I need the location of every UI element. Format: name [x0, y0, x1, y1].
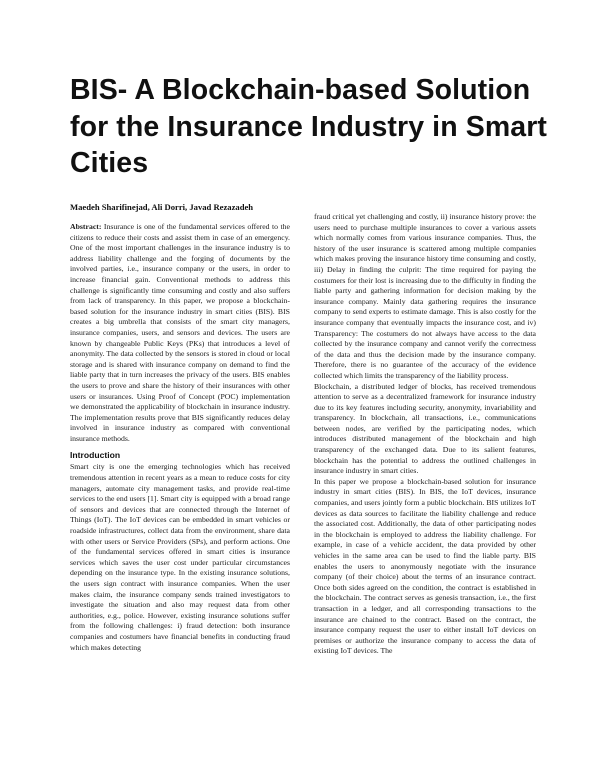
left-column	[70, 222, 290, 653]
author-list: Maedeh Sharifinejad, Ali Dorri, Javad Rezazadeh	[70, 202, 254, 212]
introduction-paragraph-1-continued: fraud critical yet challenging and costly, ii) insurance history prove: the users need to purchase multiple insurances to cover a various assets which normally comes from various insurance companies. Thus, the history of the user insurance is scattered among multiple companies which makes proving the insurance history time consuming and costly, iii) Delay in finding the culprit: The time required for paying the costumers for their lost is increasing due to the difficulty in finding the liable party and gathering information for decision making by the insurance company. Mainly data gathering requires the insurance company to send experts to estimate damage. This is also costly for the insurance company that eventually impacts the insurance cost, and iv) Transparency: The costumers do not always have access to the data collected by the insurance company and cannot verify the correctness of the data and thus the decision made by the insurance company. Therefore, there is no guarantee of the accuracy of the evidence collected which limits the transparency of the liability process.	[314, 212, 536, 380]
introduction-paragraph-1: Smart city is one the emerging technologies which has received tremendous attention in recent years as a mean to reduce costs for city managers, automate city management tasks, and provide real-time services to the end users [1]. Smart city is equipped with a broad range of sensors and devices that are connected through the Internet of Things (IoT). The IoT devices can be embedded in smart vehicles or roadside infrastructures, collect data from the environment, share data with other users or Service Providers (SPs), and perform actions. One of the fundamental services offered in smart cities is insurance services which saves the user cost under particular circumstances depending on the insurance type. In the existing insurance solutions, the users sign contract with insurance companies. When the user makes claim, the insurance company sends trained investigators to investigate the situation and also may request data from other authorities, e.g., police. However, existing insurance solutions suffer from the following challenges: i) fraud detection: both insurance companies and costumers have financial benefits in conducting fraud which makes detecting	[70, 462, 290, 652]
abstract-text: Insurance is one of the fundamental services offered to the citizens to reduce their costs and assist them in case of an emergency. One of the most important challenges in the insurance industry is to address liability challenge and the forging of documents by the involved parties, i.e., insurance company or the users, in order to increase financial gain. Conventional methods to address this challenge is significantly time consuming and costly and also suffers from lack of transparency. In this paper, we propose a blockchain-based solution for the insurance industry in smart cities (BIS). BIS creates a big umbrella that consists of the smart city managers, insurance companies, users, and sensors and devices. The users are known by changeable Public Keys (PKs) that introduces a level of anonymity. The data collected by the sensors is stored in cloud or local storage and is shared with insurance company on demand to find the liable party that in turn increases the privacy of the users. BIS enables the users to prove and share the history of their insurances with other users or insurances. Using Proof of Concept (POC) implementation we demonstrated the applicability of blockchain in insurance industry. The implementation results prove that BIS significantly reduces delay involved in insurance industry as compared with conventional insurance methods.	[70, 222, 290, 443]
introduction-paragraph-3: In this paper we propose a blockchain-based solution for insurance industry in smart cities (BIS). In BIS, the IoT devices, insurance companies, and users jointly form a public blockchain. BIS utilizes IoT devices as data sources to facilitate the liability challenge and reduce the associated cost. Additionally, the data of other participating nodes in the blockchain is employed to address the liability challenge. For example, in case of a vehicle accident, the data provided by other vehicles in the same area can be used to find the liable party. BIS enables the users to anonymously negotiate with the insurance company (of their choice) about the terms of an insurance contract. Once both sides agreed on the condition, the contract is established in the blockchain. The contract serves as genesis transaction, i.e., the first transaction in a ledger, and all corresponding transactions to the insurance are chained to the contract. Based on the contract, the insurance company request the user to either install IoT devices on premises or authorize the insurance company to access the data of existing IoT devices. The	[314, 476, 536, 656]
abstract-paragraph	[70, 222, 290, 444]
paper-title: BIS- A Blockchain-based Solution for the Insurance Industry in Smart Cities	[70, 74, 548, 179]
introduction-heading: Introduction	[70, 450, 121, 461]
introduction-paragraph-2: Blockchain, a distributed ledger of blocks, has received tremendous attention to serve as a decentralized framework for insurance industry due to its key features including security, anonymity, invariability and transparency. In blockchain, all transactions, i.e., communications between nodes, are verified by the participating nodes, which introduces distributed management of the blockchain and high transparency of the exchanged data. Due to its salient features, blockchain has the potential to address the outlined challenges in insurance industry in smart cities.	[314, 381, 536, 476]
abstract-label: Abstract:	[70, 222, 102, 231]
right-column	[314, 212, 536, 657]
